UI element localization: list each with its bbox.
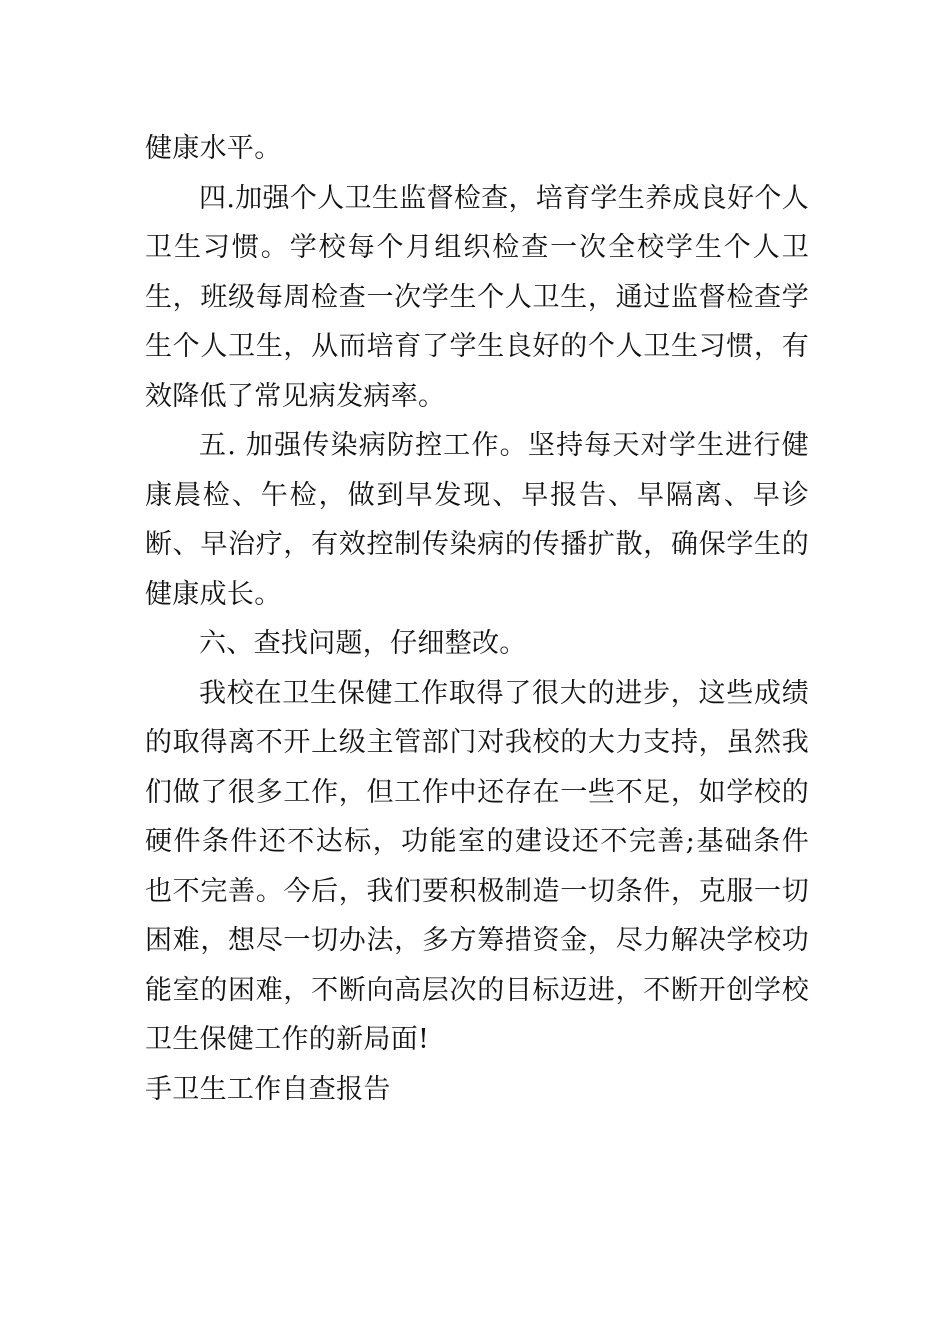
next-section-title: 手卫生工作自查报告 <box>145 1073 391 1105</box>
paragraph-section-four: 四.加强个人卫生监督检查，培育学生养成良好个人卫生习惯。学校每个月组织检查一次全校学生个人卫生，班级每周检查一次学生个人卫生，通过监督检查学生个人卫生，从而培育了学生良好的个人卫生习惯，有效降低了常见病发病率。 <box>145 182 809 412</box>
paragraph-continuation: 健康水平。 <box>145 133 282 164</box>
paragraph-section-six: 六、查找问题，仔细整改。 <box>199 628 527 659</box>
paragraph-section-five: 五. 加强传染病防控工作。坚持每天对学生进行健康晨检、午检，做到早发现、早报告、早隔离、早诊断、早治疗，有效控制传染病的传播扩散，确保学生的健康成长。 <box>145 430 809 610</box>
document-body <box>145 124 809 1114</box>
paragraph-conclusion: 我校在卫生保健工作取得了很大的进步，这些成绩的取得离不开上级主管部门对我校的大力支持，虽然我们做了很多工作，但工作中还存在一些不足，如学校的硬件条件还不达标，功能室的建设还不完善;基础条件也不完善。今后，我们要积极制造一切条件，克服一切困难，想尽一切办法，多方筹措资金，尽力解决学校功能室的困难，不断向高层次的目标迈进，不断开创学校卫生保健工作的新局面! <box>145 677 809 1055</box>
